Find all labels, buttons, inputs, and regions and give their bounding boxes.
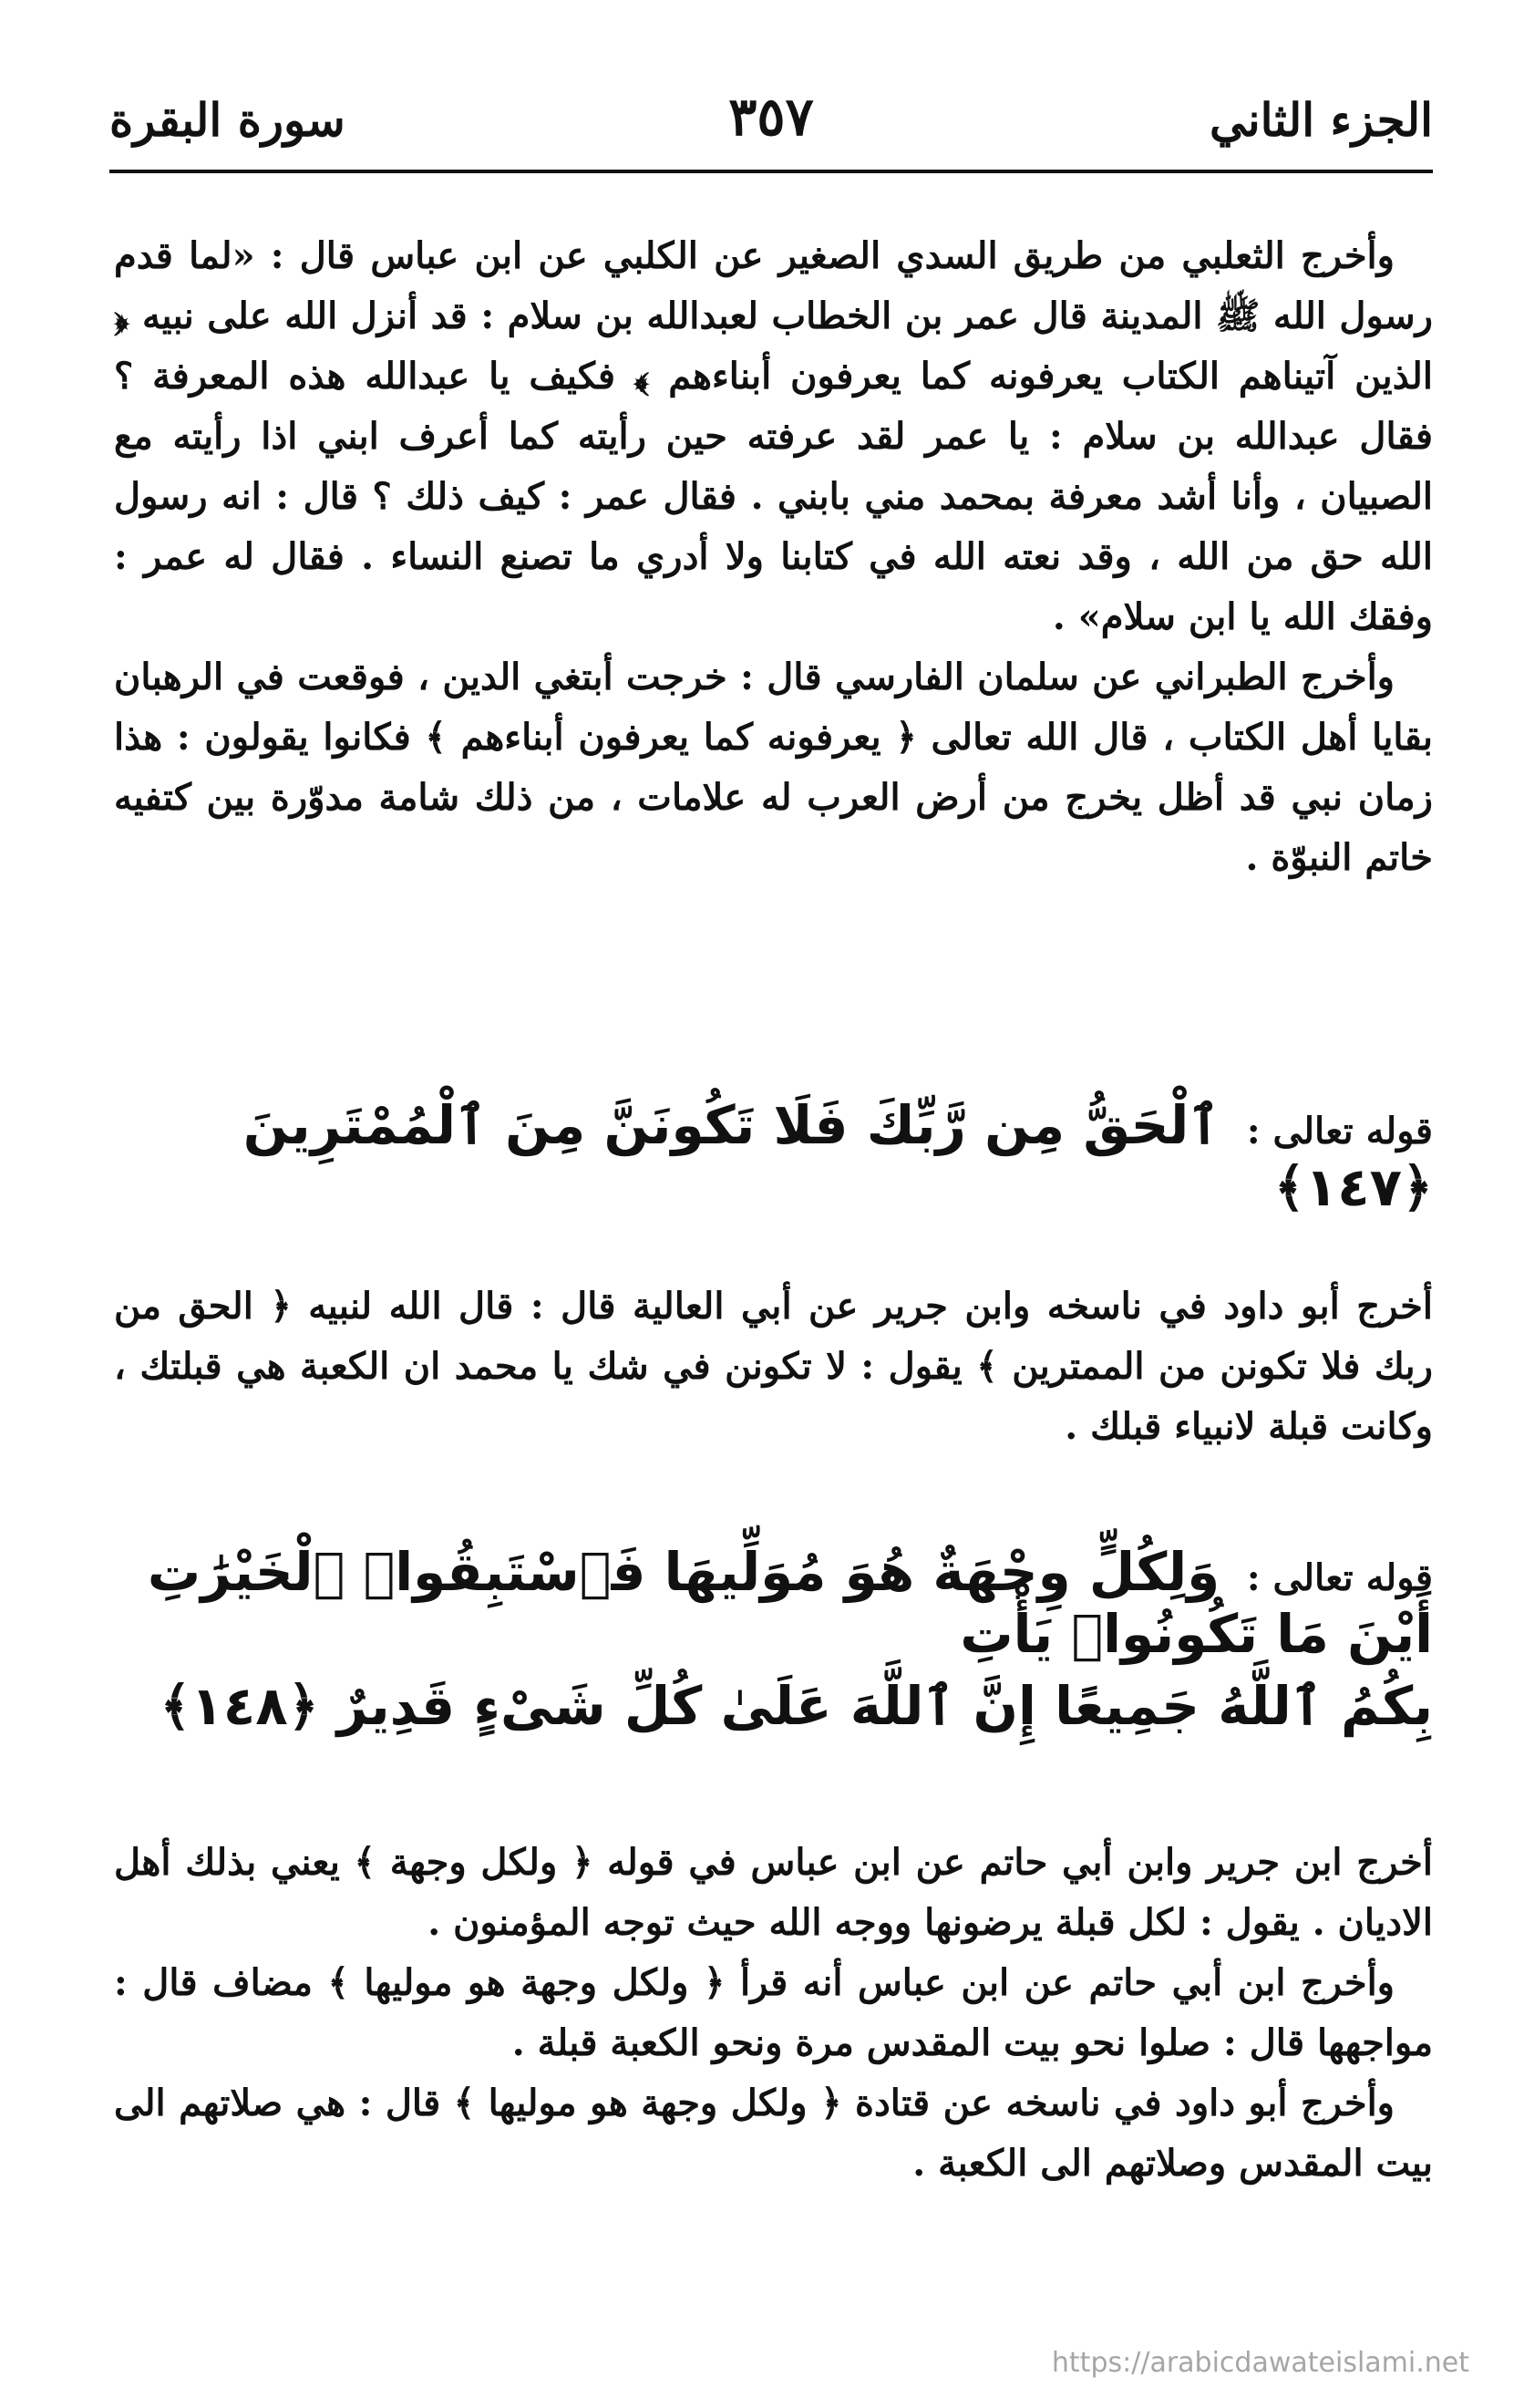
paragraph: أخرج ابن جرير وابن أبي حاتم عن ابن عباس في قوله ﴿ ولكل وجهة ﴾ يعني بذلك أهل الاديان . يقول : لكل قبلة يرضونها ووجه الله حيث توجه المؤمنون . xyxy=(114,1841,1433,1944)
verse-heading-147 xyxy=(114,1094,1433,1218)
quran-verse: ٱلْحَقُّ مِن رَّبِّكَ فَلَا تَكُونَنَّ مِنَ ٱلْمُمْتَرِينَ ﴿١٤٧﴾ xyxy=(242,1094,1433,1218)
page-number: ٣٥٧ xyxy=(728,86,814,148)
juz-title: الجزء الثاني xyxy=(1210,93,1433,147)
paragraph: وأخرج ابن أبي حاتم عن ابن عباس أنه قرأ ﴿ ولكل وجهة هو موليها ﴾ مضاف قال : مواجهها قال : صلوا نحو بيت المقدس مرة ونحو الكعبة قبلة . xyxy=(114,1961,1433,2064)
verse-heading-148 xyxy=(114,1541,1433,1747)
section-1 xyxy=(114,226,1433,888)
surah-title: سورة البقرة xyxy=(109,93,345,147)
paragraph: أخرج أبو داود في ناسخه وابن جرير عن أبي العالية قال : قال الله لنبيه ﴿ الحق من ربك فلا تكونن من الممترين ﴾ يقول : لا تكونن في شك يا محمد ان الكعبة هي قبلتك ، وكانت قبلة لانبياء قبلك . xyxy=(114,1285,1434,1448)
paragraph: وأخرج أبو داود في ناسخه عن قتادة ﴿ ولكل وجهة هو موليها ﴾ قال : هي صلاتهم الى بيت المقدس وصلاتهم الى الكعبة . xyxy=(114,2082,1433,2185)
section-3 xyxy=(114,1833,1433,2194)
watermark-url: https://arabicdawateislami.net xyxy=(1051,2347,1469,2379)
verse-label: قوله تعالى : xyxy=(1246,1110,1433,1152)
page-header xyxy=(109,84,1433,168)
paragraph: وأخرج الثعلبي من طريق السدي الصغير عن الكلبي عن ابن عباس قال : «لما قدم رسول الله ﷺ المدينة قال عمر بن الخطاب لعبدالله بن سلام : قد أنزل الله على نبيه ﴿ الذين آتيناهم الكتاب يعرفونه كما يعرفون أبناءهم ﴾ فكيف يا عبدالله هذه المعرفة ؟ فقال عبدالله بن سلام : يا عمر لقد عرفته حين رأيته كما أعرف ابني اذا رأيته مع الصبيان ، وأنا أشد معرفة بمحمد مني بابني . فقال عمر : كيف ذلك ؟ قال : انه رسول الله حق من الله ، وقد نعته الله في كتابنا ولا أدري ما تصنع النساء . فقال له عمر : وفقك الله يا ابن سلام» . xyxy=(114,234,1433,638)
quran-verse-line-1: وَلِكُلٍّ وِجْهَةٌ هُوَ مُوَلِّيهَا فَٱسْتَبِقُوا۟ ٱلْخَيْرَٰتِ أَيْنَ مَا تَكُونُوا۟ يَأْتِ xyxy=(147,1541,1433,1665)
section-2 xyxy=(114,1276,1433,1457)
header-rule xyxy=(109,170,1433,173)
quran-verse-line-2: بِكُمُ ٱللَّهُ جَمِيعًا إِنَّ ٱللَّهَ عَلَىٰ كُلِّ شَىْءٍ قَدِيرٌ ﴿١٤٨﴾ xyxy=(160,1675,1433,1737)
verse-label: قوله تعالى : xyxy=(1246,1556,1433,1599)
paragraph: وأخرج الطبراني عن سلمان الفارسي قال : خرجت أبتغي الدين ، فوقعت في الرهبان بقايا أهل الكتاب ، قال الله تعالى ﴿ يعرفونه كما يعرفون أبناءهم ﴾ فكانوا يقولون : هذا زمان نبي قد أظل يخرج من أرض العرب له علامات ، من ذلك شامة مدوّرة بين كتفيه خاتم النبوّة . xyxy=(114,656,1433,879)
